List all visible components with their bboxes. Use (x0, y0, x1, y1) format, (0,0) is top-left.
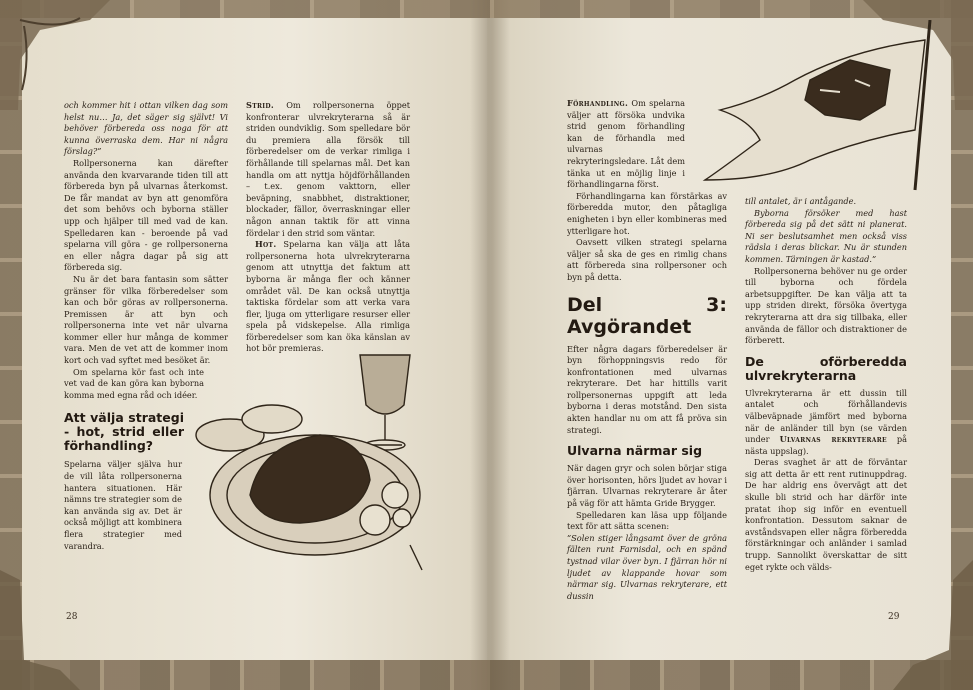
paragraph: Rollpersonerna behöver nu ge order till byborna och fördela arbetsuppgifter. De kan välja att ta upp striden direkt, försöka övertyga rekryterarna att dra sig tillbaka, eller använda de fällor och distraktioner de förberett. (745, 265, 907, 346)
paragraph: Spelarna väljer själva hur de vill låta rollpersonerna hantera situationen. Här nämns tre strategier som de kan använda sig av. Det är också möjligt att kombinera flera strategier med varandra. (64, 459, 182, 551)
section-heading: Ulvarna närmar sig (567, 443, 703, 459)
paragraph: Om spelarna kör fast och inte vet vad de kan göra kan byborna komma med egna råd och idéer. (64, 366, 204, 400)
food-plate-illustration (190, 345, 425, 585)
reference-label: Ulvarnas rekryterare (779, 434, 887, 445)
paragraph: och kommer hit i ottan vilken dag som helst nu… Ja, det säger sig självt! Vi behöver förbereda oss noga för att kunna överraska dem. Har ni några förslag?” (64, 100, 228, 157)
paragraph: ”Solen stiger långsamt över de gröna fälten runt Farnisdal, och en spänd tystnad vilar över byn. I fjärran hör ni ljudet av klappande hovar som närmar sig. Ulvarnas rekryterare, ett dussin (567, 532, 727, 601)
paragraph: Förhandlingarna kan förstärkas av förberedda mutor, den påtagliga enigheten i byn eller kombineras med ytterligare hot. (567, 190, 727, 236)
wolf-banner-illustration (700, 20, 950, 195)
paragraph: Spelledaren kan läsa upp följande text för att sätta scenen: (567, 509, 727, 532)
paragraph: Om spelarna väljer att försöka undvika strid genom förhandling kan de förhandla med ulvarnas rekryteringsledare. Låt dem tänka ut en möjlig linje i förhandlingarna först. (567, 98, 685, 190)
term-label: Hot. (255, 239, 277, 250)
corner-ornament-bottom-left (0, 570, 80, 690)
paragraph: Deras svaghet är att de förväntar sig att detta är ett rent rutinuppdrag. De har aldrig ens övervägt att det skulle bli strid och har därför inte pratat ihop sig inför en eventuell konfrontation. Dessutom saknar de avståndsvapen eller några förberedda förstärkningar och anländer i samlad trupp. Sannolikt överskattar de sitt eget rykte och välds- (745, 457, 907, 572)
page-number-left: 28 (66, 612, 78, 622)
paragraph: Om rollpersonerna öppet konfronterar ulvrekryterarna så är striden oundviklig. Som spelledare bör du premiera alla försök till förberedelser om de verkar rimliga i förhållande till spelarnas mål. Det kan handla om att nyttja höjdförhållanden – t.ex. genom vakttorn, eller beväpning, snabbhet, distraktioner, blockader, fällor, överraskningar eller någon annan taktik för att vinna fördelar i den strid som väntar. (246, 100, 410, 238)
chapter-heading: Del 3: Avgörandet (567, 293, 727, 338)
paragraph: Oavsett vilken strategi spelarna väljer så ska de ges en rimlig chans att förbereda sina rollpersoner och byn på detta. (567, 237, 727, 282)
term-label: Förhandling. (567, 98, 629, 108)
paragraph: på nästa uppslag). (745, 434, 908, 456)
paragraph: Spelarna kan välja att låta rollpersonerna hota ulvrekryterarna genom att utnyttja det faktum att byborna är många fler och känner området väl. De kan också utnyttja taktiska fördelar som att verka vara fler, ljuga om ytterligare resurser eller spela på vidskepelse. Alla rimliga förberedelser som kan öka känslan av hot bör premieras. (246, 239, 410, 354)
corner-ornament-top-left (0, 0, 110, 110)
left-column-2 (246, 100, 410, 355)
book-gutter (470, 0, 510, 690)
paragraph: Ulvrekryterarna är ett dussin till antalet och förhållandevis välbeväpnade jämfört med byborna när de anländer till byn (se värden under (745, 387, 907, 445)
section-heading: De oförberedda ulvrekryterarna (745, 353, 907, 383)
page-number-right: 29 (888, 612, 900, 622)
right-column-2 (745, 196, 907, 573)
term-label: Strid. (246, 100, 275, 110)
paragraph: till antalet, är i antågande. (745, 196, 857, 206)
paragraph: Efter några dagars förberedelser är byn förhoppningsvis redo för konfrontationen med ulvarnas rekryterare. Det har hittills varit rollpersonernas uppgift att leda byborna i deras motstånd. Den sista akten handlar nu om att få pröva sin strategi. (567, 343, 727, 435)
paragraph: Nu är det bara fantasin som sätter gränser för vilka förberedelser som kan och bör göras av rollpersonerna. Premissen är att byn och rollpersonerna inte vet när ulvarna kommer eller hur många de kommer vara. Men de vet att de kommer inom kort och vad syftet med besöket är. (64, 273, 228, 366)
paragraph: Rollpersonerna kan därefter använda den kvarvarande tiden till att förbereda byn på ulvarnas återkomst. De får mandat av byn att genomföra det som behövs och byborna ställer upp och hjälper till med vad de kan. Spelledaren kan - beroende på vad spelarna vill göra - ge rollpersonerna en eller några dagar på sig att förbereda sig. (64, 157, 228, 273)
paragraph: Byborna försöker med hast förbereda sig på det sätt ni planerat. Ni ser beslutsamhet men också viss rädsla i deras blickar. Nu är stunden kommen. Tärningen är kastad.” (745, 207, 907, 264)
frame-top-ornament (0, 0, 973, 18)
frame-bottom-ornament (0, 660, 973, 690)
section-heading: Att välja strategi - hot, strid eller förhandling? (64, 410, 184, 454)
paragraph: När dagen gryr och solen börjar stiga över horisonten, hörs ljudet av hovar i fjärran. Ulvarnas rekryterare är åter på väg för att hämta Gride Brygger. (567, 463, 727, 509)
corner-ornament-bottom-right (893, 560, 973, 690)
